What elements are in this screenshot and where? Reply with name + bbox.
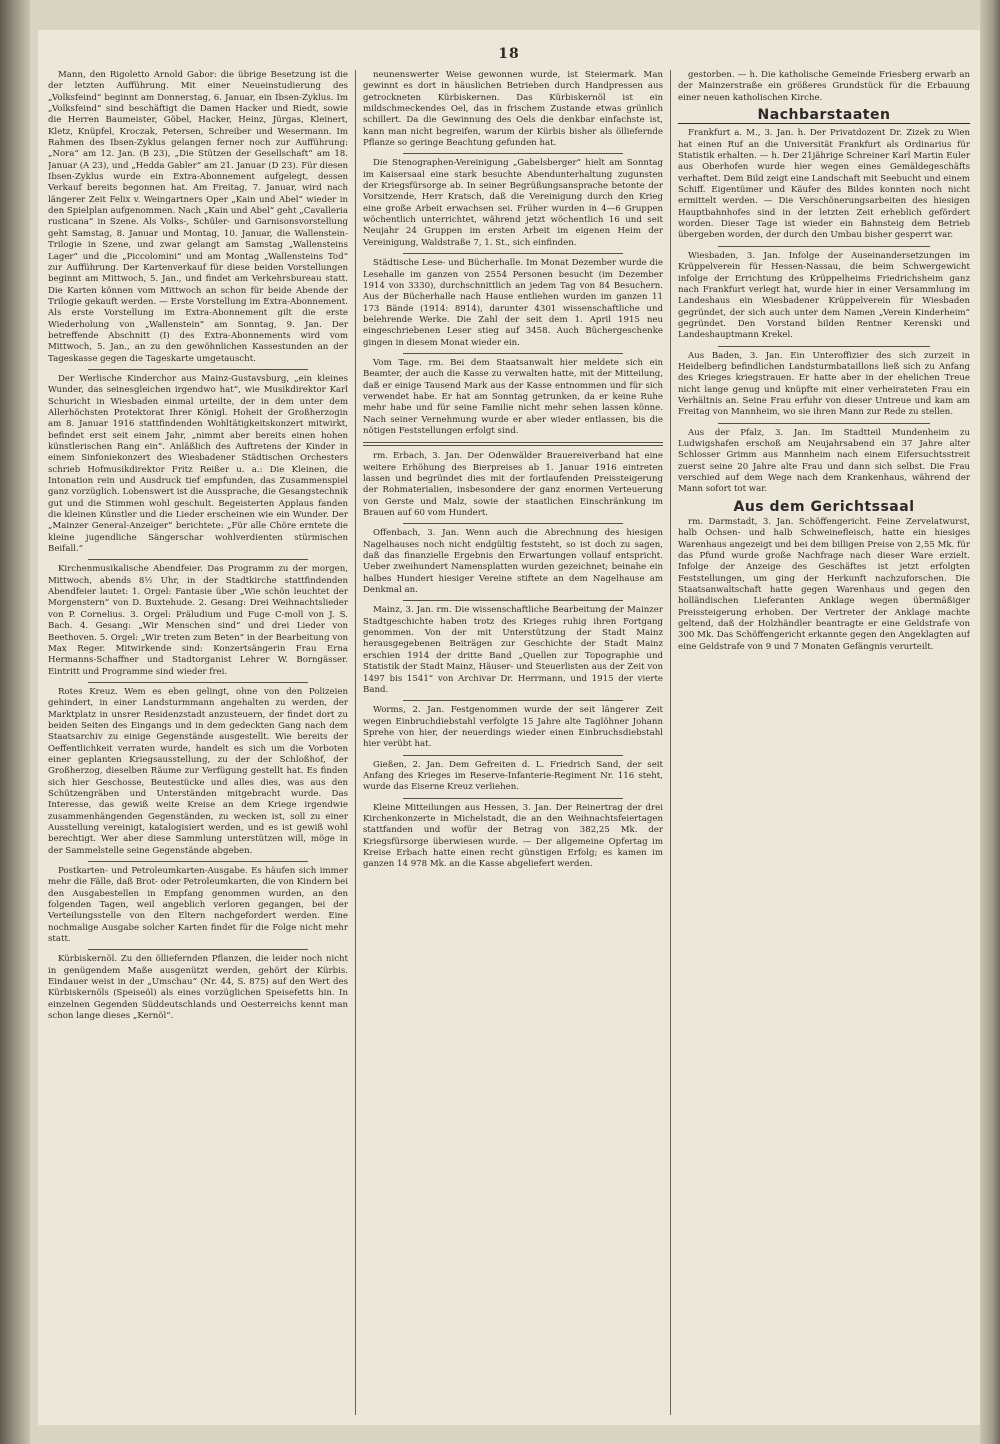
article-baden: Aus Baden, 3. Jan. Ein Unteroffizier des sich zurzeit in Heidelberg befindlichen Landsturmbataillons ließ sich zu Anfang des Krieges kriegstrauen. Er hatte aber in der ehelichen Treue nicht lange genug und knüpfte mit einer verheirateten Frau ein Verhältnis an. Seine Frau erfuhr von dieser Untreue und kam am Freitag von Mannheim, wo sie ihren Mann zur Rede zu stellen.	[678, 350, 970, 418]
divider	[88, 949, 308, 950]
scan-edge-left	[0, 0, 30, 1444]
article-rotes-kreuz: Rotes Kreuz. Wem es eben gelingt, ohne von den Polizeien gehindert, in einer Landsturmmann angehalten zu werden, der Marktplatz in unsrer Residenzstadt anzusteuern, der findet dort zu beiden Seiten des Eingangs und in dem gedeckten Gang nach dem Staatsarchiv zu einige Gegenstände ausgestellt. Wie bereits der Oeffentlichkeit verraten wurde, handelt es sich um die Vorboten einer geplanten Kriegsausstellung, zu der der Schloßhof, der Großherzog, dieselben Räume zur Verfügung gestellt hat. Es finden sich hier Geschosse, Beutestücke und alles dies, was aus den Schützengräben und Unterständen mitgebracht wurde. Das Interesse, das gewiß weite Kreise an dem Kriege irgendwie zusammenhängenden Gegenständen, zu wecken ist, soll zu einer Ausstellung vereinigt, katalogisiert werden, und es ist gewiß wohl berechtigt. Wer aber diese Sammlung unterstützen will, möge in der Sammelstelle seine Gegenstände abgeben.	[48, 686, 348, 856]
divider	[403, 353, 623, 354]
article-darmstadt: rm. Darmstadt, 3. Jan. Schöffengericht. Feine Zervelatwurst, halb Ochsen- und halb Schweinefleisch, hatte ein hiesiges Warenhaus angezeigt und bei dem billigen Preise von 2,55 Mk. für das Pfund wurde große Nachfrage nach dieser Ware erzielt. Infolge der Anzeige des Geschäftes ist jetzt erfolgten Feststellungen, um ging der Herkunft nachzuforschen. Die Staatsanwaltschaft hatte gegen Warenhaus und gegen den holländischen Lieferanten Anklage wegen übermäßiger Preissteigerung erhoben. Der Vertreter der Anklage machte geltend, daß der Holzhändler beantragte er eine Geldstrafe von 300 Mk. Das Schöffengericht erkannte gegen den Angeklagten auf eine Geldstrafe von 9 und 7 Monaten Gefängnis verurteilt.	[678, 517, 970, 652]
article-kartenausgabe: Postkarten- und Petroleumkarten-Ausgabe. Es häufen sich immer mehr die Fälle, daß Brot- oder Petroleumkarten, die von Kindern bei den Ausgabestellen in Empfang genommen wurden, an den folgenden Tagen, weil angeblich verloren gegangen, bei der Verteilungsstelle von den Eltern nachgefordert werden. Eine nochmalige Ausgabe solcher Karten findet für die Folge nicht mehr statt.	[48, 866, 348, 945]
article-vom-tage: Vom Tage. rm. Bei dem Staatsanwalt hier meldete sich ein Beamter, der auch die Kasse zu verwalten hatte, mit der Mitteilung, daß er einige Tausend Mark aus der Kasse entnommen und für sich verwendet habe. Er hat am Sonntag getrunken, da er keine Ruhe mehr habe und für seine Familie nicht mehr sehen lassen könne. Nach seiner Vernehmung wurde er aber wieder entlassen, bis die nötigen Feststellungen erfolgt sind.	[363, 357, 663, 436]
article-pfalz: Aus der Pfalz, 3. Jan. Im Stadtteil Mundenheim zu Ludwigshafen erschoß am Neujahrsabend ein 37 Jahre alter Schlosser Grimm aus Mannheim nach einem Eifersuchtsstreit zuerst seine 20 Jahre alte Frau und dann sich selbst. Die Frau verschied auf dem Wege nach dem Krankenhaus, während der Mann sofort tot war.	[678, 427, 970, 495]
article-offenbach: Offenbach, 3. Jan. Wenn auch die Abrechnung des hiesigen Nagelhauses noch nicht endgültig feststeht, so ist doch zu sagen, daß das finanzielle Ergebnis den Erwartungen vollauf entspricht. Ueber zweihundert Namensplatten wurden gezeichnet; beinahe ein halbes Hundert hiesiger Vereine stiftete an dem Nagelhause am Denkmal an.	[363, 528, 663, 596]
divider	[88, 369, 308, 370]
article-kinderchor: Der Werlische Kinderchor aus Mainz-Gustavsburg, „ein kleines Wunder, das seinesgleichen irgendwo hat“, wie Musikdirektor Karl Schuricht in Wiesbaden einmal urteilte, der in dem unter dem Allerhöchsten Protektorat Ihrer Königl. Hoheit der Großherzogin am 8. Januar 1916 stattfindenden Wohltätigkeitskonzert mitwirkt, befindet erst seit einem Jahr, „nimmt aber bereits einen hohen künstlerischen Rang ein“. Anläßlich des Auftretens der Kinder in einem Sinfoniekonzert des Wiesbadener Städtischen Orchesters schrieb Hofmusikdirektor Fritz Reißer u. a.: Die Kleinen, die Intonation rein und Ausdruck tief empfunden, das Zusammenspiel ganz vorzüglich. Lobenswert ist die Aussprache, die Gesangstechnik gut und die Stimmen wohl geschult. Begeisterten Applaus fanden die kleinen Künstler und die Lieder erscheinen wie ein Wunder. Der „Mainzer General-Anzeiger“ berichtete: „Für alle Chöre erntete die kleine jugendliche Sängerschar wohlverdienten stürmischen Beifall.“	[48, 373, 348, 555]
article-friesberg: gestorben. — h. Die katholische Gemeinde Friesberg erwarb an der Mainzerstraße ein größeres Grundstück für die Erbauung einer neuen katholischen Kirche.	[678, 70, 970, 103]
column-rule	[355, 70, 356, 1415]
newspaper-page	[38, 30, 980, 1425]
article-kuerbiskernoel: Kürbiskernöl. Zu den ölliefernden Pflanzen, die leider noch nicht in genügendem Maße ausgenützt werden, gehört der Kürbis. Eindauer weist in der „Umschau“ (Nr. 44, S. 875) auf den Wert des Kürbiskernöls (Speiseöl) als eines vorzüglichen Speisefetts hin. In einzelnen Gegenden Süddeutschlands und Oesterreichs kennt man schon lange dieses „Kernöl“.	[48, 954, 348, 1022]
article-theater: Mann, den Rigoletto Arnold Gabor: die übrige Besetzung ist die der letzten Aufführung. Mit einer Neueinstudierung des „Volksfeind“ beginnt am Donnerstag, 6. Januar, ein Ibsen-Zyklus. Im „Volksfeind“ sind beschäftigt die Damen Hacker und Riedt, sowie die Herren Baumeister, Göbel, Hacker, Heinz, Jürgas, Kleinert, Kletz, Knüpfel, Kroczak, Petersen, Schreiber und Wesermann. Im Rahmen des Ibsen-Zyklus gelangen ferner noch zur Aufführung: „Nora“ am 12. Jan. (B 23), „Die Stützen der Gesellschaft“ am 18. Januar (A 23), und „Hedda Gabler“ am 21. Januar (D 23). Für diesen Ibsen-Zyklus wurde ein Extra-Abonnement aufgelegt, dessen Verkauf bereits begonnen hat. Am Freitag, 7. Januar, wird nach längerer Zeit Felix v. Weingartners Oper „Kain und Abel“ wieder in den Spielplan aufgenommen. Nach „Kain und Abel“ geht „Cavalleria rusticana“ in Szene. Als Volks-, Schüler- und Garnisonsvorstellung geht Samstag, 8. Januar und Montag, 10. Januar, die Wallenstein-Trilogie in Szene, und zwar gelangt am Samstag „Wallensteins Lager“ und die „Piccolomini“ und am Montag „Wallensteins Tod“ zur Aufführung. Der Kartenverkauf für diese beiden Vorstellungen beginnt am Mittwoch, 5. Jan., und findet am Verkehrsbureau statt. Die Karten können vom Mittwoch an schon für beide Abende der Trilogie gekauft werden. — Erste Vorstellung im Extra-Abonnement. Als erste Vorstellung im Extra-Abonnement gilt die erste Wiederholung von „Wallenstein“ am Sonntag, 9. Jan. Der betreffende Abschnitt (I) des Extra-Abonnements wird vom Mittwoch, 5. Jan., an zu den gewöhnlichen Kassestunden an der Tageskasse gegen die Tageskarte umgetauscht.	[48, 70, 348, 364]
article-stenographen: Die Stenographen-Vereinigung „Gabelsberger“ hielt am Sonntag im Kaisersaal eine stark besuchte Abendunterhaltung zugunsten der Kriegsfürsorge ab. In seiner Begrüßungsansprache betonte der Vorsitzende, Herr Kratsch, daß die Vereinigung durch den Krieg eine große Arbeit erwachsen sei. Früher wurden in 4—6 Gruppen wöchentlich unterrichtet, während jetzt wöchentlich 16 und seit Neujahr 24 Gruppen im ersten Arbeit im eigenen Heim der Vereinigung, Waldstraße 7, 1. St., sich einfinden.	[363, 158, 663, 248]
page-number: 18	[498, 46, 520, 62]
divider	[403, 700, 623, 701]
divider	[403, 153, 623, 154]
article-abendfeier: Kirchenmusikalische Abendfeier. Das Programm zu der morgen, Mittwoch, abends 8½ Uhr, in der Stadtkirche stattfindenden Abendfeier lautet: 1. Orgel: Fantasie über „Wie schön leuchtet der Morgenstern“ von D. Buxtehude. 2. Gesang: Drei Weihnachtslieder von P. Cornelius. 3. Orgel: Präludium und Fuge C-moll von J. S. Bach. 4. Gesang: „Wir Menschen sind“ und drei Lieder von Beethoven. 5. Orgel: „Wir treten zum Beten“ in der Bearbeitung von Max Reger. Mitwirkende sind: Konzertsängerin Frau Erna Hermanns-Schaffner und Stadtorganist Lehrer W. Borngässer. Eintritt und Programme sind wieder frei.	[48, 564, 348, 677]
divider	[403, 600, 623, 601]
column-1	[48, 70, 348, 1415]
divider	[88, 861, 308, 862]
section-heading-gerichtssaal: Aus dem Gerichtssaal	[733, 498, 915, 515]
article-wiesbaden: Wiesbaden, 3. Jan. Infolge der Auseinandersetzungen im Krüppelverein für Hessen-Nassau, die beim Schwergewicht infolge der Errichtung des Krüppelheims Friedrichsheim ganz nach Frankfurt verlegt hat, wurde hier in einer Versammlung im Landeshaus ein Wiesbadener Krüppelverein für Wiesbaden gegründet, der sich auch unter dem Namen „Verein Kinderheim“ gegründet. Den Vorstand bilden Rentner Kerenski und Landeshauptmann Krekel.	[678, 250, 970, 341]
column-rule	[670, 70, 671, 1415]
divider	[403, 253, 623, 254]
section-heading-nachbarstaaten: Nachbarstaaten	[678, 110, 970, 124]
article-frankfurt: Frankfurt a. M., 3. Jan. h. Der Privatdozent Dr. Zizek zu Wien hat einen Ruf an die Universität Frankfurt als Ordinarius für Statistik erhalten. — h. Der 21jährige Schreiner Karl Martin Euler aus Oberhofen wurde hier wegen eines Gemäldegeschäfts verhaftet. Dem Bild zeigt eine Landschaft mit Seebucht und einem Schiff. Eigentümer und Käufer des Bildes konnten noch nicht ermittelt werden. — Die Verschönerungsarbeiten des hiesigen Hauptbahnhofes sind in der letzten Zeit erheblich gefördert worden. Dieser Tage ist wieder ein Bahnsteig dem Betrieb übergeben worden, der durch den Umbau bisher gesperrt war.	[678, 128, 970, 241]
column-2	[363, 70, 663, 1415]
article-lesehalle: Städtische Lese- und Bücherhalle. Im Monat Dezember wurde die Lesehalle im ganzen von 2554 Personen besucht (im Dezember 1914 von 3330), durchschnittlich an jedem Tag von 84 Besuchern. Aus der Bücherhalle nach Hause entliehen wurden im ganzen 11 173 Bände (1914: 8914), darunter 4301 wissenschaftliche und belehrende Werke. Die Zahl der seit dem 1. April 1915 neu eingeschriebenen Leser stieg auf 3458. Auch Büchergeschenke gingen in diesem Monat wieder ein.	[363, 258, 663, 348]
section-divider	[363, 442, 663, 446]
divider	[718, 246, 930, 247]
divider	[718, 423, 930, 424]
divider	[403, 755, 623, 756]
article-kleine-mitteilungen: Kleine Mitteilungen aus Hessen, 3. Jan. Der Reinertrag der drei Kirchenkonzerte in Michelstadt, die an den Weihnachtsfeiertagen stattfanden und wofür der Betrag von 382,25 Mk. der Kriegsfürsorge überwiesen wurde. — Der allgemeine Opfertag im Kreise Erbach hatte einen recht günstigen Erfolg; es kamen im ganzen 14 978 Mk. an die Kasse abgeliefert werden.	[363, 802, 663, 870]
article-mainz: Mainz, 3. Jan. rm. Die wissenschaftliche Bearbeitung der Mainzer Stadtgeschichte haben trotz des Krieges ruhig ihren Fortgang genommen. Von der mit Unterstützung der Stadt Mainz herausgegebenen Beiträgen zur Geschichte der Stadt Mainz erschien 1914 der dritte Band „Quellen zur Topographie und Statistik der Stadt Mainz, Häuser- und Steuerlisten aus der Zeit von 1497 bis 1541“ von Archivar Dr. Herrmann, und 1915 der vierte Band.	[363, 605, 663, 695]
article-kuerbis-cont: neunenswerter Weise gewonnen wurde, ist Steiermark. Man gewinnt es dort in häuslichen Betrieben durch Handpressen aus getrockneten Kürbiskernen. Das Kürbiskernöl ist ein mildschmeckendes Oel, das in frischem Zustande etwas grünlich schillert. Da die Gewinnung des Oels die denkbar einfachste ist, kann man nicht begreifen, warum der Kürbis bisher als ölliefernde Pflanze so geringe Beachtung gefunden hat.	[363, 70, 663, 149]
article-giessen: Gießen, 2. Jan. Dem Gefreiten d. L. Friedrich Sand, der seit Anfang des Krieges im Reserve-Infanterie-Regiment Nr. 116 steht, wurde das Eiserne Kreuz verliehen.	[363, 759, 663, 793]
divider	[88, 682, 308, 683]
scan-edge-right	[980, 0, 1000, 1444]
column-3	[678, 70, 970, 1415]
divider	[403, 523, 623, 524]
article-worms: Worms, 2. Jan. Festgenommen wurde der seit längerer Zeit wegen Einbruchdiebstahl verfolgte 15 Jahre alte Taglöhner Johann Sprehe von hier, der neuerdings wieder einen Einbruchsdiebstahl hier verübt hat.	[363, 705, 663, 750]
divider	[718, 346, 930, 347]
divider	[403, 798, 623, 799]
article-erbach: rm. Erbach, 3. Jan. Der Odenwälder Brauereiverband hat eine weitere Erhöhung des Bierpreises ab 1. Januar 1916 eintreten lassen und begründet dies mit der fortlaufenden Preissteigerung der Rohmaterialien, insbesondere der ganz enormen Verteuerung von Gerste und Malz, sowie der staatlichen Einschränkung im Brauen auf 60 vom Hundert.	[363, 451, 663, 519]
divider	[88, 559, 308, 560]
